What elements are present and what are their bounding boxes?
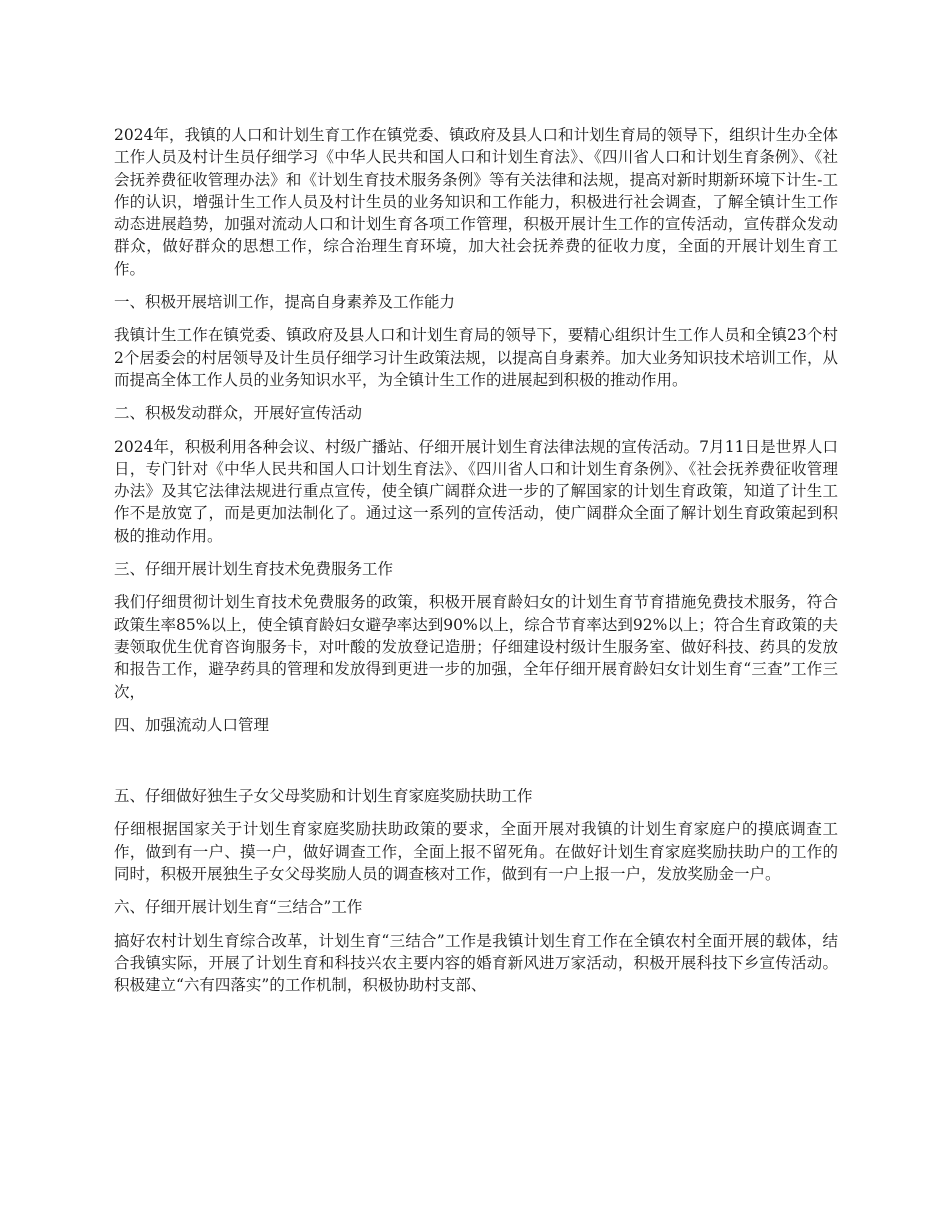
section-6-body: 搞好农村计划生育综合改革，计划生育“三结合”工作是我镇计划生育工作在全镇农村全面开展的载体，结合我镇实际，开展了计划生育和科技兴农主要内容的婚育新风进万家活动，积极开展科技下乡宣传活动。积极建立“六有四落实”的工作机制，积极协助村支部、 bbox=[114, 931, 838, 995]
section-5-body: 仔细根据国家关于计划生育家庭奖励扶助政策的要求，全面开展对我镇的计划生育家庭户的摸底调查工作，做到有一户、摸一户，做好调查工作，全面上报不留死角。在做好计划生育家庭奖励扶助户的工作的同时，积极开展独生子女父母奖励人员的调查核对工作，做到有一户上报一户，发放奖励金一户。 bbox=[114, 820, 838, 884]
section-4-heading: 四、加强流动人口管理 bbox=[114, 715, 270, 734]
section-1-heading: 一、积极开展培训工作，提高自身素养及工作能力 bbox=[114, 293, 456, 312]
document-page bbox=[114, 124, 838, 1008]
section-2-heading: 二、积极发动群众，开展好宣传活动 bbox=[114, 404, 363, 423]
section-3-heading: 三、仔细开展计划生育技术免费服务工作 bbox=[114, 560, 394, 579]
section-5-heading: 五、仔细做好独生子女父母奖励和计划生育家庭奖励扶助工作 bbox=[114, 787, 533, 806]
intro-paragraph: 2024年，我镇的人口和计划生育工作在镇党委、镇政府及县人口和计划生育局的领导下，组织计生办全体工作人员及村计生员仔细学习《中华人民共和国人口和计划生育法》、《四川省人口和计划生育条例》、《社会抚养费征收管理办法》和《计划生育技术服务条例》等有关法律和法规，提高对新时期新环境下计生-工作的认识，增强计生工作人员及村计生员的业务知识和工作能力，积极进行社会调查，了解全镇计生工作动态进展趋势，加强对流动人口和计划生育各项工作管理，积极开展计生工作的宣传活动，宣传群众发动群众，做好群众的思想工作，综合治理生育环境，加大社会抚养费的征收力度，全面的开展计划生育工作。 bbox=[114, 126, 838, 278]
section-2-body: 2024年，积极利用各种会议、村级广播站、仔细开展计划生育法律法规的宣传活动。7月11日是世界人口日，专门针对《中华人民共和国人口计划生育法》、《四川省人口和计划生育条例》、《社会抚养费征收管理办法》及其它法律法规进行重点宣传，使全镇广阔群众进一步的了解国家的计划生育政策，知道了计生工作不是放宽了，而是更加法制化了。通过这一系列的宣传活动，使广阔群众全面了解计划生育政策起到积极的推动作用。 bbox=[114, 437, 838, 545]
section-4-empty-space bbox=[114, 747, 838, 785]
section-3-body: 我们仔细贯彻计划生育技术免费服务的政策，积极开展育龄妇女的计划生育节育措施免费技术服务，符合政策生率85%以上，使全镇育龄妇女避孕率达到90%以上，综合节育率达到92%以上；符合生育政策的夫妻领取优生优育咨询服务卡，对叶酸的发放登记造册；仔细建设村级计生服务室、做好科技、药具的发放和报告工作，避孕药具的管理和发放得到更进一步的加强，全年仔细开展育龄妇女计划生育“三查”工作三次， bbox=[114, 593, 838, 701]
section-6-heading: 六、仔细开展计划生育“三结合”工作 bbox=[114, 898, 363, 917]
section-1-body: 我镇计生工作在镇党委、镇政府及县人口和计划生育局的领导下，要精心组织计生工作人员和全镇23个村2个居委会的村居领导及计生员仔细学习计生政策法规，以提高自身素养。加大业务知识技术培训工作，从而提高全体工作人员的业务知识水平，为全镇计生工作的进展起到积极的推动作用。 bbox=[114, 326, 838, 389]
